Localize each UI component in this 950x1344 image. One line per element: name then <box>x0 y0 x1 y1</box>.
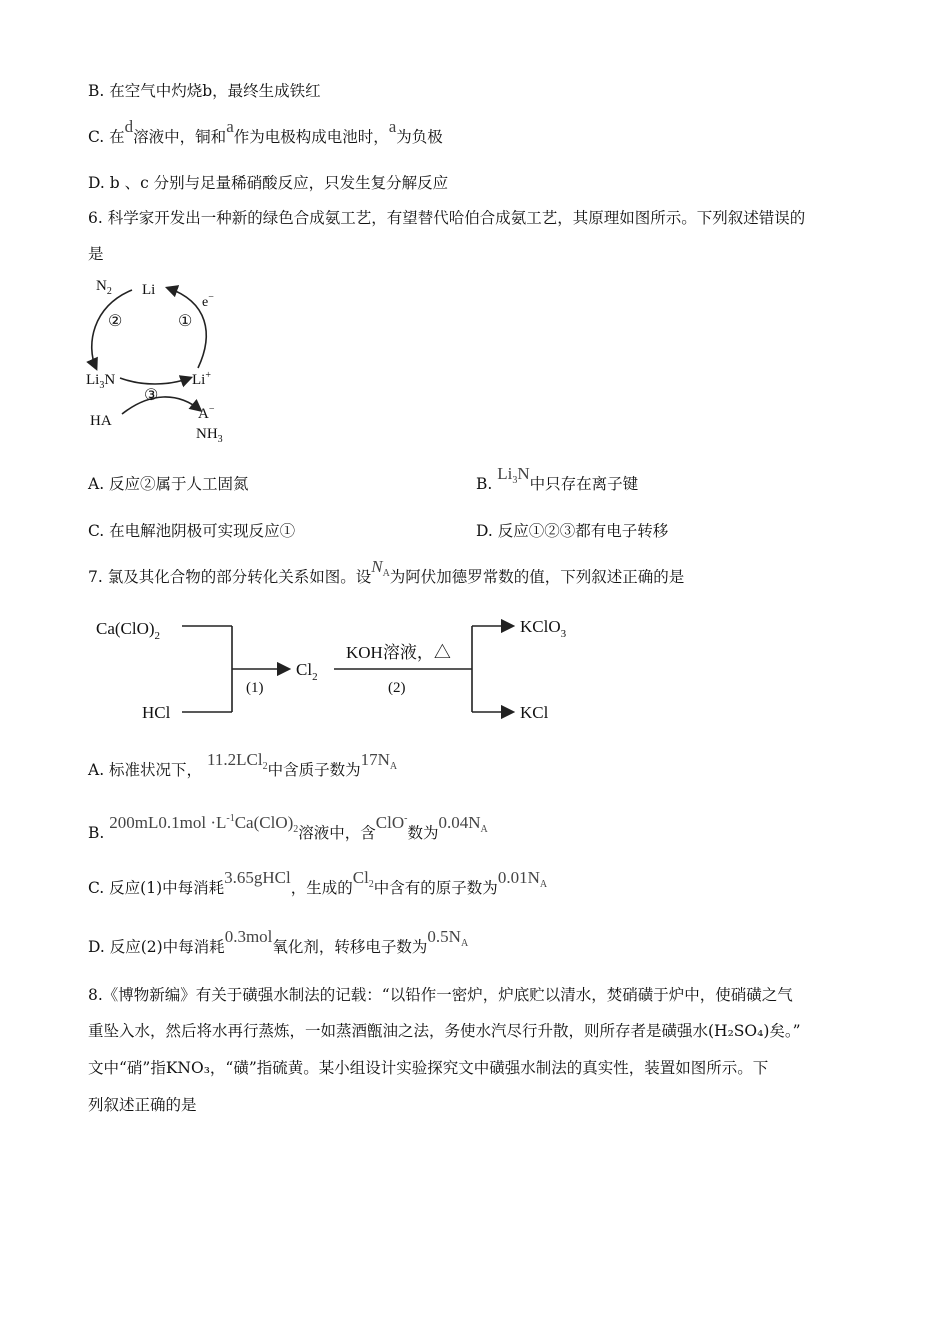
q7-option-d <box>88 927 469 965</box>
q7-stem <box>88 557 685 595</box>
q8-stem-line3: 文中“硝”指KNO₃，“磺”指硫黄。某小组设计实验探究文中磺强水制法的真实性，装置如图所示。下 <box>88 1059 769 1077</box>
q7-option-a-mid: 中含质子数为 <box>267 761 361 779</box>
q5-option-c-a1: a <box>226 117 234 136</box>
q7-option-b-pre: B. <box>88 824 105 842</box>
q7-option-b-math1: $200mL0.1mol \cdot L^{-1}Ca(ClO)_2$ <box>109 813 299 835</box>
q7-option-c-mid: ，生成的 <box>290 879 353 897</box>
q7-option-d-math2: $0.5N_A$ <box>427 927 469 949</box>
q7-conversion-diagram <box>90 608 590 728</box>
q6-label-li-plus: Li+ <box>192 370 211 388</box>
q6-label-li: Li <box>142 282 156 298</box>
q6-cycle-diagram <box>80 268 250 448</box>
q7-label-koh: KOH溶液，△ <box>346 643 451 662</box>
q7-option-c <box>88 868 548 906</box>
q7-option-a-pre: A. 标准状况下， <box>88 761 203 779</box>
q6-stem-line2: 是 <box>88 245 104 263</box>
q6-stem-line1: 6. 科学家开发出一种新的绿色合成氨工艺，有望替代哈伯合成氨工艺，其原理如图所示。下列叙述错误的 <box>88 209 806 227</box>
q7-option-a-math2: $17N_A$ <box>360 750 398 772</box>
q6-label-a-minus: A− <box>198 404 215 422</box>
q6-arrow-step3-top <box>120 378 190 384</box>
q7-option-c-math3: $0.01N_A$ <box>497 868 548 890</box>
q7-label-step2: (2) <box>388 680 406 696</box>
q7-stem-post: 为阿伏加德罗常数的值，下列叙述正确的是 <box>389 568 685 586</box>
q7-option-b-math2: ClO- <box>375 813 408 832</box>
q7-label-kcl: KCl <box>520 703 549 722</box>
q7-stem-na: $N_A$ <box>371 557 390 579</box>
q7-label-caclo2: $Ca(ClO)_2$ <box>96 619 161 642</box>
q7-option-b-math3: $0.04N_A$ <box>438 813 488 835</box>
q5-option-c-pre: C. 在 <box>88 128 125 146</box>
q7-option-c-mid2: 中含有的原子数为 <box>373 879 498 897</box>
q7-label-step1: (1) <box>246 680 264 696</box>
q6-option-a: A. 反应②属于人工固氮 <box>88 475 249 493</box>
q6-arrow-step3-bottom <box>122 397 200 414</box>
q6-option-b-post: 中只存在离子键 <box>529 475 639 493</box>
q6-option-b <box>476 464 639 502</box>
q5-option-b: B. 在空气中灼烧b，最终生成铁红 <box>88 82 321 100</box>
q7-label-kclo3: KClO$_3$ <box>520 617 567 640</box>
q7-option-c-math1: 3.65gHCl <box>224 868 291 887</box>
q5-option-c <box>88 117 443 148</box>
q7-option-d-pre: D. 反应(2)中每消耗 <box>88 938 225 956</box>
q5-option-c-mid2: 作为电极构成电池时， <box>233 128 389 146</box>
q5-option-c-a2: a <box>388 117 397 136</box>
q7-option-a-math1: 11.2LCl$_2$ <box>207 750 268 772</box>
q5-option-c-end: 为负极 <box>396 128 443 146</box>
q5-option-c-mid1: 溶液中，铜和 <box>133 128 227 146</box>
q7-label-cl2: $Cl_2$ <box>296 660 318 683</box>
q7-option-c-pre: C. 反应(1)中每消耗 <box>88 879 225 897</box>
q6-label-n2: $N_2$ <box>96 278 112 297</box>
q7-option-b-mid: 溶液中，含 <box>298 824 376 842</box>
q8-stem-line2: 重坠入水，然后将水再行蒸炼，一如蒸酒甑油之法，务使水汽尽行升散，则所存者是磺强水(H₂SO₄)矣。” <box>88 1022 801 1040</box>
q5-option-c-d: d <box>124 117 134 136</box>
q6-label-step2: ② <box>108 313 123 330</box>
q6-option-b-formula: $Li_3N$ <box>497 464 530 486</box>
q7-option-d-math1: 0.3mol <box>224 927 273 946</box>
q5-option-d: D. b 、c 分别与足量稀硝酸反应，只发生复分解反应 <box>88 174 449 192</box>
q6-option-d: D. 反应①②③都有电子转移 <box>476 522 669 540</box>
q7-label-hcl: HCl <box>142 703 171 722</box>
q6-label-nh3: $NH_3$ <box>196 426 223 445</box>
q7-stem-pre: 7. 氯及其化合物的部分转化关系如图。设 <box>88 568 372 586</box>
q7-option-a <box>88 750 398 788</box>
q7-option-d-mid: 氧化剂，转移电子数为 <box>272 938 428 956</box>
q6-label-step3: ③ <box>144 387 159 404</box>
q6-option-b-pre: B. <box>476 475 493 493</box>
q8-stem-line4: 列叙述正确的是 <box>88 1096 197 1114</box>
q6-label-li3n: $Li_3N$ <box>86 372 116 391</box>
q8-stem-line1: 8.《博物新编》有关于磺强水制法的记载：“以铅作一密炉，炉底贮以清水，焚硝磺于炉中，使硝磺之气 <box>88 986 793 1004</box>
q7-option-b-mid2: 数为 <box>407 824 439 842</box>
q7-option-b <box>88 813 488 851</box>
q7-option-c-math2: $Cl_2$ <box>352 868 374 890</box>
q6-label-step1: ① <box>178 313 193 330</box>
q6-option-c: C. 在电解池阴极可实现反应① <box>88 522 296 540</box>
q6-label-electron: e− <box>202 292 214 310</box>
q6-label-ha: HA <box>90 413 112 429</box>
